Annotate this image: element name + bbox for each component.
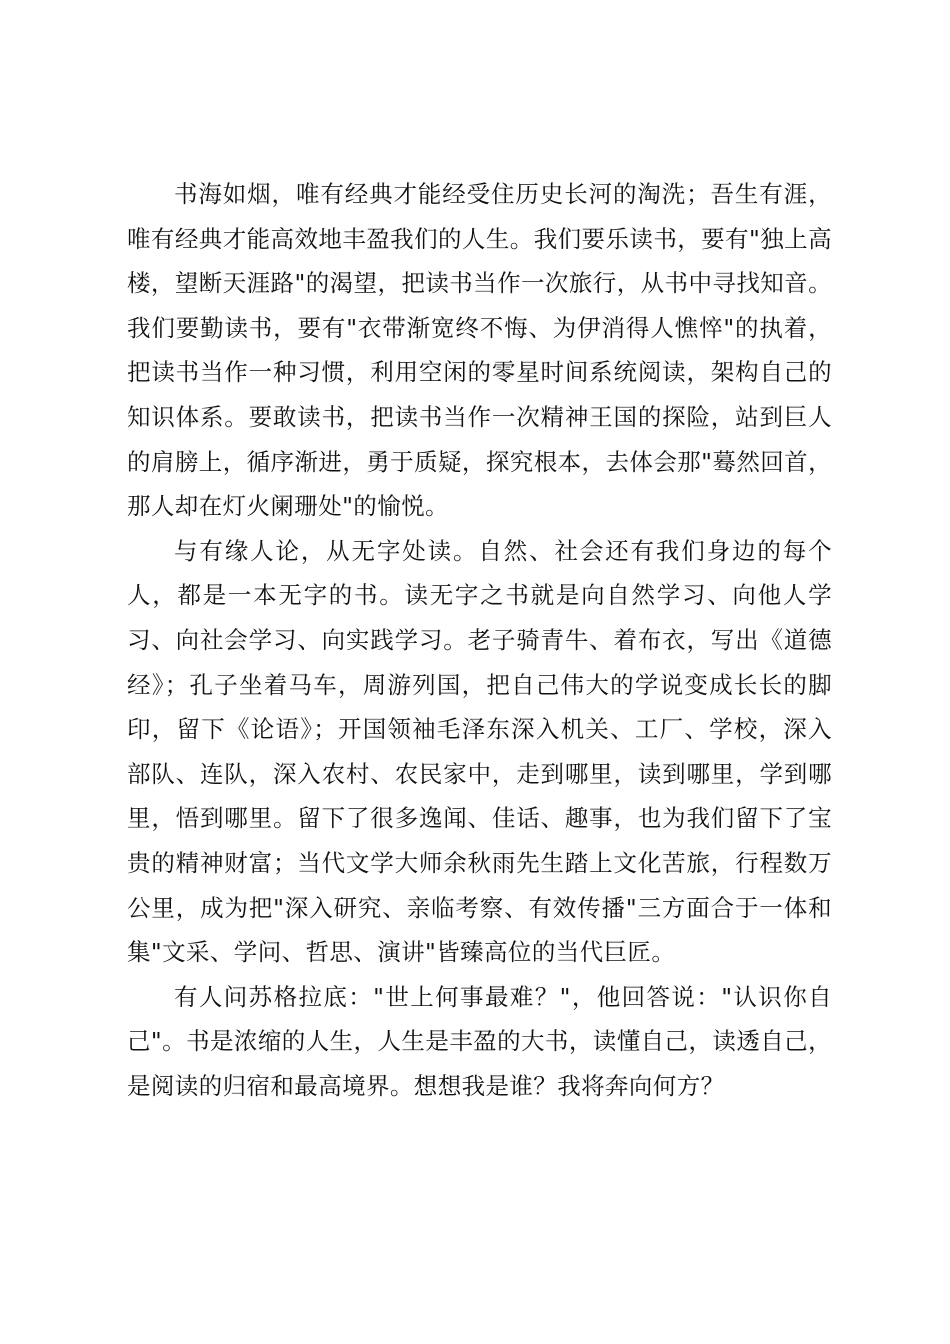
document-body xyxy=(127,172,832,1108)
paragraph-wordless-books: 与有缘人论，从无字处读。自然、社会还有我们身边的每个人，都是一本无字的书。读无字之书就是向自然学习、向他人学习、向社会学习、向实践学习。老子骑青牛、着布衣，写出《道德经》；孔子坐着马车，周游列国，把自己伟大的学说变成长长的脚印，留下《论语》；开国领袖毛泽东深入机关、工厂、学校，深入部队、连队，深入农村、农民家中，走到哪里，读到哪里，学到哪里，悟到哪里。留下了很多逸闻、佳话、趣事，也为我们留下了宝贵的精神财富；当代文学大师余秋雨先生踏上文化苦旅，行程数万公里，成为把"深入研究、亲临考察、有效传播"三方面合于一体和集"文采、学问、哲思、演讲"皆臻高位的当代巨匠。 xyxy=(127,536,832,967)
paragraph-know-yourself: 有人问苏格拉底："世上何事最难？"，他回答说："认识你自己"。书是浓缩的人生，人生是丰盈的大书，读懂自己，读透自己，是阅读的归宿和最高境界。想想我是谁？我将奔向何方？ xyxy=(127,982,832,1100)
paragraph-classics: 书海如烟，唯有经典才能经受住历史长河的淘洗；吾生有涯，唯有经典才能高效地丰盈我们的人生。我们要乐读书，要有"独上高楼，望断天涯路"的渴望，把读书当作一次旅行，从书中寻找知音。我们要勤读书，要有"衣带渐宽终不悔、为伊消得人憔悴"的执着，把读书当作一种习惯，利用空闲的零星时间系统阅读，架构自己的知识体系。要敢读书，把读书当作一次精神王国的探险，站到巨人的肩膀上，循序渐进，勇于质疑，探究根本，去体会那"蓦然回首，那人却在灯火阑珊处"的愉悦。 xyxy=(127,180,832,521)
